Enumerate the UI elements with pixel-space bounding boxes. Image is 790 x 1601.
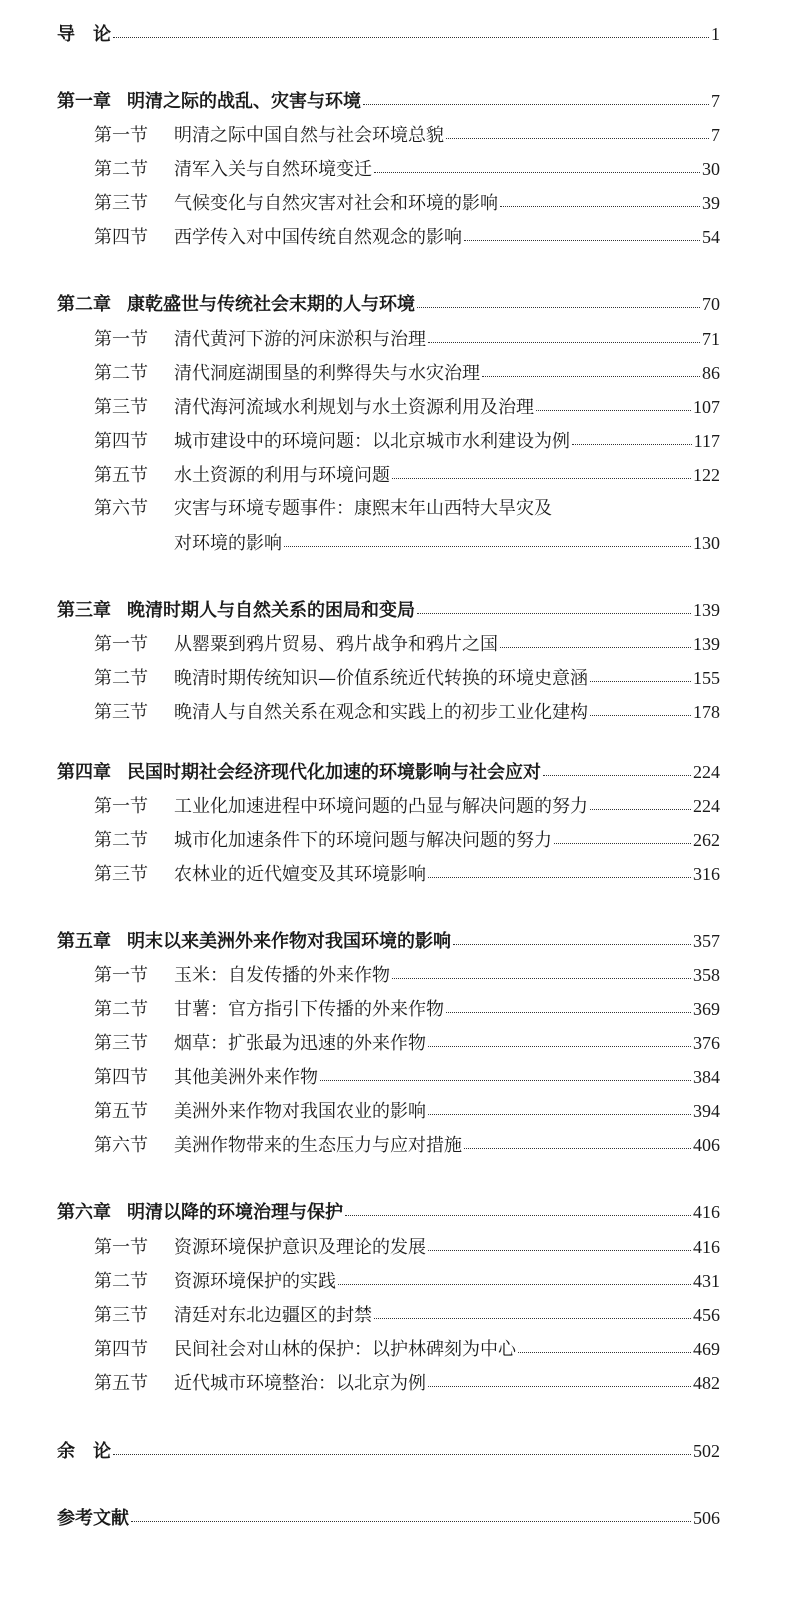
- toc-section[interactable]: [94, 361, 720, 386]
- toc-section[interactable]: [94, 1099, 720, 1124]
- leader-dots: [428, 1113, 691, 1115]
- section-page: 30: [702, 159, 720, 179]
- section-title: 工业化加速进程中环境问题的凸显与解决问题的努力: [174, 796, 588, 817]
- section-label: 第六节: [94, 498, 148, 519]
- section-title: 城市建设中的环境问题：以北京城市水利建设为例: [174, 431, 570, 452]
- leader-dots: [590, 680, 691, 682]
- leader-dots: [113, 1453, 691, 1455]
- toc-section[interactable]: [94, 794, 720, 819]
- toc-section[interactable]: [94, 463, 720, 488]
- section-label: 第四节: [94, 227, 148, 248]
- leader-dots: [417, 306, 700, 308]
- toc-section[interactable]: [94, 395, 720, 420]
- toc-epilogue-label: 余 论: [57, 1441, 111, 1462]
- leader-dots: [428, 1249, 691, 1251]
- section-page: 122: [693, 465, 720, 485]
- section-page: 431: [693, 1271, 720, 1291]
- section-label: 第一节: [94, 965, 148, 986]
- section-title: 灾害与环境专题事件：康熙末年山西特大旱灾及: [174, 498, 552, 519]
- section-title: 晚清时期传统知识—价值系统近代转换的环境史意涵: [174, 668, 588, 689]
- toc-section[interactable]: [94, 700, 720, 725]
- section-label: 第三节: [94, 702, 148, 723]
- section-page: 178: [693, 702, 720, 722]
- section-label: 第二节: [94, 668, 148, 689]
- chapter-page: 139: [693, 600, 720, 620]
- section-label: 第一节: [94, 634, 148, 655]
- section-title: 烟草：扩张最为迅速的外来作物: [174, 1033, 426, 1054]
- chapter-title: 康乾盛世与传统社会末期的人与环境: [127, 294, 415, 315]
- section-title: 晚清人与自然关系在观念和实践上的初步工业化建构: [174, 702, 588, 723]
- section-page: 86: [702, 363, 720, 383]
- section-page: 416: [693, 1237, 720, 1257]
- leader-dots: [536, 409, 691, 411]
- section-title: 明清之际中国自然与社会环境总貌: [174, 125, 444, 146]
- section-label: 第一节: [94, 125, 148, 146]
- section-title: 美洲外来作物对我国农业的影响: [174, 1101, 426, 1122]
- section-label: 第二节: [94, 363, 148, 384]
- chapter-title: 晚清时期人与自然关系的困局和变局: [127, 600, 415, 621]
- section-label: 第二节: [94, 1271, 148, 1292]
- leader-dots: [374, 1317, 691, 1319]
- section-title: 近代城市环境整治：以北京为例: [174, 1373, 426, 1394]
- chapter-title: 明清之际的战乱、灾害与环境: [127, 91, 361, 112]
- section-label: 第五节: [94, 1101, 148, 1122]
- section-label: 第四节: [94, 1339, 148, 1360]
- chapter-label: 第五章: [57, 931, 111, 952]
- section-title-continuation: 对环境的影响: [174, 533, 282, 554]
- section-label: 第一节: [94, 1237, 148, 1258]
- leader-dots: [482, 375, 700, 377]
- leader-dots: [453, 943, 691, 945]
- section-title: 甘薯：官方指引下传播的外来作物: [174, 999, 444, 1020]
- toc-section[interactable]: [94, 963, 720, 988]
- section-label: 第三节: [94, 864, 148, 885]
- section-label: 第五节: [94, 1373, 148, 1394]
- leader-dots: [500, 646, 691, 648]
- section-title: 西学传入对中国传统自然观念的影响: [174, 227, 462, 248]
- chapter-page: 416: [693, 1202, 720, 1222]
- toc-epilogue[interactable]: [57, 1439, 720, 1464]
- section-label: 第一节: [94, 329, 148, 350]
- toc-references-page: 506: [693, 1508, 720, 1528]
- section-page: 469: [693, 1339, 720, 1359]
- toc-chapter-4[interactable]: [57, 760, 720, 785]
- leader-dots: [417, 612, 691, 614]
- section-label: 第一节: [94, 796, 148, 817]
- leader-dots: [363, 103, 709, 105]
- section-title: 资源环境保护意识及理论的发展: [174, 1237, 426, 1258]
- section-title: 清代海河流域水利规划与水土资源利用及治理: [174, 397, 534, 418]
- toc-chapter-2[interactable]: [57, 292, 720, 317]
- leader-dots: [464, 1147, 691, 1149]
- leader-dots: [428, 1045, 691, 1047]
- chapter-label: 第六章: [57, 1202, 111, 1223]
- section-page: 369: [693, 999, 720, 1019]
- section-title: 农林业的近代嬗变及其环境影响: [174, 864, 426, 885]
- chapter-label: 第二章: [57, 294, 111, 315]
- section-label: 第三节: [94, 1033, 148, 1054]
- leader-dots: [428, 341, 700, 343]
- section-title: 水土资源的利用与环境问题: [174, 465, 390, 486]
- chapter-title: 明清以降的环境治理与保护: [127, 1202, 343, 1223]
- section-title: 清代洞庭湖围垦的利弊得失与水灾治理: [174, 363, 480, 384]
- toc-section[interactable]: [94, 1065, 720, 1090]
- section-label: 第三节: [94, 1305, 148, 1326]
- toc-section[interactable]: [94, 225, 720, 250]
- toc-section[interactable]: [94, 497, 720, 521]
- section-page: 384: [693, 1067, 720, 1087]
- section-label: 第二节: [94, 830, 148, 851]
- section-page: 224: [693, 796, 720, 816]
- section-label: 第五节: [94, 465, 148, 486]
- section-page: 406: [693, 1135, 720, 1155]
- toc-section[interactable]: [94, 1337, 720, 1362]
- chapter-label: 第一章: [57, 91, 111, 112]
- section-page: 7: [711, 125, 720, 145]
- toc-references-label: 参考文献: [57, 1508, 129, 1529]
- leader-dots: [113, 36, 709, 38]
- leader-dots: [374, 171, 700, 173]
- section-title: 清代黄河下游的河床淤积与治理: [174, 329, 426, 350]
- toc-section[interactable]: [94, 1133, 720, 1158]
- section-page: 482: [693, 1373, 720, 1393]
- chapter-page: 357: [693, 931, 720, 951]
- toc-epilogue-page: 502: [693, 1441, 720, 1461]
- toc-references[interactable]: [57, 1506, 720, 1531]
- section-page: 358: [693, 965, 720, 985]
- section-label: 第二节: [94, 999, 148, 1020]
- toc-section[interactable]: [94, 1371, 720, 1396]
- section-page: 71: [702, 329, 720, 349]
- leader-dots: [572, 443, 692, 445]
- toc-section[interactable]: [94, 1031, 720, 1056]
- toc-section[interactable]: [94, 632, 720, 657]
- section-page: 39: [702, 193, 720, 213]
- toc-section[interactable]: [94, 1269, 720, 1294]
- section-page: 54: [702, 227, 720, 247]
- section-label: 第二节: [94, 159, 148, 180]
- section-page: 130: [693, 533, 720, 553]
- leader-dots: [284, 545, 691, 547]
- section-title: 从罂粟到鸦片贸易、鸦片战争和鸦片之国: [174, 634, 498, 655]
- toc-section[interactable]: [94, 191, 720, 216]
- section-title: 城市化加速条件下的环境问题与解决问题的努力: [174, 830, 552, 851]
- section-label: 第三节: [94, 397, 148, 418]
- leader-dots: [446, 137, 709, 139]
- section-page: 139: [693, 634, 720, 654]
- toc-intro-page: 1: [711, 24, 720, 44]
- toc-chapter-1[interactable]: [57, 89, 720, 114]
- section-title: 其他美洲外来作物: [174, 1067, 318, 1088]
- section-title: 气候变化与自然灾害对社会和环境的影响: [174, 193, 498, 214]
- toc-intro[interactable]: [57, 22, 720, 47]
- section-page: 376: [693, 1033, 720, 1053]
- chapter-label: 第四章: [57, 762, 111, 783]
- leader-dots: [392, 977, 691, 979]
- leader-dots: [392, 477, 691, 479]
- leader-dots: [590, 808, 691, 810]
- section-page: 262: [693, 830, 720, 850]
- section-label: 第六节: [94, 1135, 148, 1156]
- leader-dots: [131, 1520, 691, 1522]
- chapter-label: 第三章: [57, 600, 111, 621]
- chapter-title: 民国时期社会经济现代化加速的环境影响与社会应对: [127, 762, 541, 783]
- section-title: 资源环境保护的实践: [174, 1271, 336, 1292]
- leader-dots: [345, 1214, 691, 1216]
- toc-section[interactable]: [94, 123, 720, 148]
- toc-section[interactable]: [94, 1303, 720, 1328]
- toc-intro-label: 导 论: [57, 24, 111, 45]
- chapter-page: 70: [702, 294, 720, 314]
- section-title: 玉米：自发传播的外来作物: [174, 965, 390, 986]
- chapter-title: 明末以来美洲外来作物对我国环境的影响: [127, 931, 451, 952]
- leader-dots: [428, 876, 691, 878]
- leader-dots: [320, 1079, 691, 1081]
- toc-section[interactable]: [94, 327, 720, 352]
- leader-dots: [338, 1283, 691, 1285]
- leader-dots: [543, 774, 691, 776]
- toc-section[interactable]: [94, 862, 720, 887]
- section-label: 第三节: [94, 193, 148, 214]
- section-title: 民间社会对山林的保护：以护林碑刻为中心: [174, 1339, 516, 1360]
- toc-section[interactable]: [94, 429, 720, 454]
- toc-section[interactable]: [94, 157, 720, 182]
- section-page: 316: [693, 864, 720, 884]
- section-label: 第四节: [94, 431, 148, 452]
- leader-dots: [500, 205, 700, 207]
- toc-section[interactable]: [94, 828, 720, 853]
- leader-dots: [554, 842, 691, 844]
- section-title: 美洲作物带来的生态压力与应对措施: [174, 1135, 462, 1156]
- section-label: 第四节: [94, 1067, 148, 1088]
- section-page: 107: [693, 397, 720, 417]
- chapter-page: 224: [693, 762, 720, 782]
- section-page: 117: [693, 431, 720, 451]
- toc-chapter-6[interactable]: [57, 1200, 720, 1225]
- leader-dots: [464, 239, 700, 241]
- toc-section[interactable]: [94, 1235, 720, 1260]
- section-page: 155: [693, 668, 720, 688]
- leader-dots: [446, 1011, 691, 1013]
- toc-chapter-3[interactable]: [57, 598, 720, 623]
- leader-dots: [518, 1351, 691, 1353]
- chapter-page: 7: [711, 91, 720, 111]
- toc-chapter-5[interactable]: [57, 929, 720, 954]
- leader-dots: [590, 714, 691, 716]
- toc-section[interactable]: [94, 666, 720, 691]
- section-title: 清军入关与自然环境变迁: [174, 159, 372, 180]
- section-page: 394: [693, 1101, 720, 1121]
- leader-dots: [428, 1385, 691, 1387]
- section-page: 456: [693, 1305, 720, 1325]
- toc-section-continuation[interactable]: [174, 531, 720, 556]
- toc-section[interactable]: [94, 997, 720, 1022]
- section-title: 清廷对东北边疆区的封禁: [174, 1305, 372, 1326]
